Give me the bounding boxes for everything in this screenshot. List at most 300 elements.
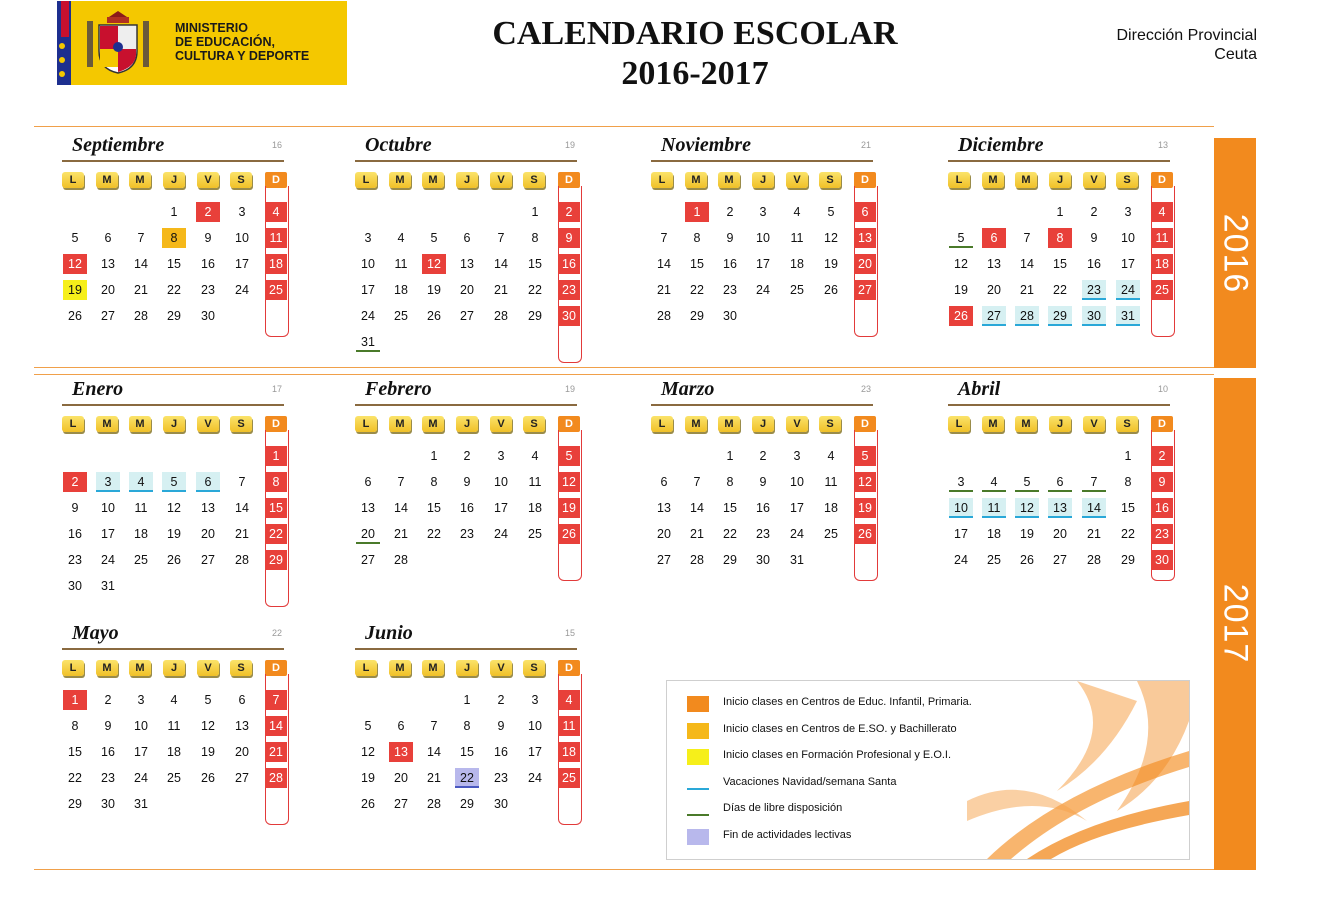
calendar-day: 4 [558, 690, 580, 710]
weekday-header: J [456, 416, 478, 432]
calendar-day: 10 [101, 501, 115, 515]
calendar-day: 4 [1151, 202, 1173, 222]
month-underline [948, 160, 1170, 162]
weekday-header: S [523, 660, 545, 676]
calendar-day: 15 [1121, 501, 1135, 515]
weekday-header: J [163, 416, 185, 432]
month-underline [62, 160, 284, 162]
weekday-header: L [355, 172, 377, 188]
ministry-line-1: MINISTERIO [175, 21, 248, 35]
weekday-header: M [129, 660, 151, 676]
calendar-day: 31 [134, 797, 148, 811]
weekday-header: M [685, 416, 707, 432]
calendar-day: 28 [394, 553, 408, 567]
weekday-header: V [197, 660, 219, 676]
calendar-day: 10 [528, 719, 542, 733]
calendar-day: 6 [463, 231, 471, 245]
calendar-day: 1 [430, 449, 438, 463]
year-2017-label: 2017 [1216, 583, 1255, 664]
month-name: Septiembre [72, 134, 165, 156]
calendar-day: 17 [954, 527, 968, 541]
calendar-day: 26 [854, 524, 876, 544]
weekday-header: L [62, 172, 84, 188]
legend-label: Días de libre disposición [723, 802, 843, 814]
weekday-header: J [456, 660, 478, 676]
calendar-day: 13 [1048, 498, 1072, 518]
weekday-header: M [718, 172, 740, 188]
calendar-day: 20 [235, 745, 249, 759]
calendar-day: 16 [558, 254, 580, 274]
calendar-day: 12 [361, 745, 375, 759]
legend-swatch [687, 776, 709, 790]
calendar-day: 21 [427, 771, 441, 785]
weekday-header: M [129, 416, 151, 432]
calendar-day: 7 [693, 475, 701, 489]
school-days-count: 17 [272, 384, 283, 394]
calendar-day: 7 [430, 719, 438, 733]
calendar-day: 16 [1087, 257, 1101, 271]
weekday-header: D [854, 416, 876, 432]
calendar-day: 24 [235, 283, 249, 297]
calendar-day: 10 [949, 498, 973, 518]
weekday-header: S [1116, 416, 1138, 432]
weekday-header: L [355, 660, 377, 676]
calendar-day: 21 [134, 283, 148, 297]
calendar-day: 10 [756, 231, 770, 245]
calendar-day: 16 [68, 527, 82, 541]
calendar-day: 3 [793, 449, 801, 463]
calendar-day: 20 [356, 524, 380, 544]
calendar-day: 18 [558, 742, 580, 762]
calendar-day: 17 [134, 745, 148, 759]
calendar-day: 9 [759, 475, 767, 489]
calendar-day: 3 [96, 472, 120, 492]
calendar-day: 28 [1087, 553, 1101, 567]
calendar-day: 13 [235, 719, 249, 733]
calendar-day: 28 [657, 309, 671, 323]
calendar-day: 4 [397, 231, 405, 245]
calendar-day: 25 [824, 527, 838, 541]
month-2 [651, 134, 881, 370]
calendar-day: 29 [460, 797, 474, 811]
calendar-day: 6 [982, 228, 1006, 248]
weekday-header: M [422, 172, 444, 188]
weekday-header: M [1015, 416, 1037, 432]
weekday-header: S [1116, 172, 1138, 188]
calendar-day: 18 [394, 283, 408, 297]
month-1 [355, 134, 585, 370]
month-underline [355, 404, 577, 406]
calendar-day: 6 [196, 472, 220, 492]
month-underline [651, 160, 873, 162]
weekday-header: V [786, 172, 808, 188]
calendar-day: 7 [397, 475, 405, 489]
calendar-day: 27 [394, 797, 408, 811]
calendar-day: 28 [265, 768, 287, 788]
calendar-day: 8 [71, 719, 79, 733]
calendar-day: 22 [723, 527, 737, 541]
calendar-day: 20 [987, 283, 1001, 297]
month-underline [651, 404, 873, 406]
calendar-day: 14 [657, 257, 671, 271]
school-days-count: 19 [565, 384, 576, 394]
calendar-day: 2 [726, 205, 734, 219]
calendar-day: 25 [558, 768, 580, 788]
calendar-day: 24 [756, 283, 770, 297]
weekday-header: D [265, 172, 287, 188]
month-name: Noviembre [661, 134, 751, 156]
month-3 [948, 134, 1178, 370]
calendar-day: 1 [265, 446, 287, 466]
weekday-header: S [230, 172, 252, 188]
calendar-day: 18 [134, 527, 148, 541]
calendar-day: 13 [389, 742, 413, 762]
calendar-day: 23 [1151, 524, 1173, 544]
calendar-day: 25 [134, 553, 148, 567]
weekday-header: M [718, 416, 740, 432]
weekday-header: J [163, 172, 185, 188]
calendar-day: 26 [167, 553, 181, 567]
calendar-day: 13 [361, 501, 375, 515]
calendar-day: 23 [494, 771, 508, 785]
calendar-day: 3 [137, 693, 145, 707]
calendar-day: 2 [63, 472, 87, 492]
calendar-day: 2 [196, 202, 220, 222]
calendar-day: 19 [1020, 527, 1034, 541]
calendar-day: 9 [463, 475, 471, 489]
calendar-day: 3 [497, 449, 505, 463]
calendar-day: 29 [167, 309, 181, 323]
calendar-day: 16 [494, 745, 508, 759]
weekday-header: D [558, 172, 580, 188]
page-title [430, 14, 960, 94]
calendar-day: 6 [397, 719, 405, 733]
weekday-header: L [62, 416, 84, 432]
calendar-day: 14 [494, 257, 508, 271]
calendar-day: 29 [690, 309, 704, 323]
weekday-header: M [389, 660, 411, 676]
eu-flag [57, 1, 71, 85]
calendar-day: 28 [1015, 306, 1039, 326]
calendar-day: 22 [1053, 283, 1067, 297]
calendar-day: 12 [854, 472, 876, 492]
calendar-day: 23 [201, 283, 215, 297]
weekday-header: D [558, 416, 580, 432]
calendar-day: 14 [690, 501, 704, 515]
calendar-day: 23 [68, 553, 82, 567]
calendar-day: 13 [854, 228, 876, 248]
weekday-header: M [422, 660, 444, 676]
weekday-header: M [982, 172, 1004, 188]
calendar-day: 22 [455, 768, 479, 788]
calendar-day: 15 [167, 257, 181, 271]
calendar-day: 21 [265, 742, 287, 762]
calendar-day: 25 [987, 553, 1001, 567]
weekday-header: S [230, 660, 252, 676]
month-4 [62, 378, 292, 614]
calendar-day: 24 [954, 553, 968, 567]
calendar-day: 9 [204, 231, 212, 245]
calendar-day: 1 [1056, 205, 1064, 219]
calendar-day: 7 [1023, 231, 1031, 245]
calendar-day: 22 [167, 283, 181, 297]
weekday-header: V [490, 660, 512, 676]
calendar-day: 4 [129, 472, 153, 492]
calendar-day: 20 [101, 283, 115, 297]
school-days-count: 15 [565, 628, 576, 638]
weekday-header: M [422, 416, 444, 432]
calendar-day: 31 [356, 332, 380, 352]
legend-swatch [687, 829, 709, 845]
calendar-day: 7 [497, 231, 505, 245]
calendar-day: 24 [1116, 280, 1140, 300]
calendar-day: 5 [430, 231, 438, 245]
calendar-day: 5 [827, 205, 835, 219]
calendar-day: 17 [101, 527, 115, 541]
calendar-day: 16 [723, 257, 737, 271]
calendar-day: 13 [657, 501, 671, 515]
school-days-count: 16 [272, 140, 283, 150]
calendar-day: 24 [528, 771, 542, 785]
calendar-day: 15 [528, 257, 542, 271]
calendar-day: 18 [824, 501, 838, 515]
calendar-day: 29 [1121, 553, 1135, 567]
direccion-provincial [1117, 26, 1258, 64]
calendar-day: 17 [528, 745, 542, 759]
calendar-day: 28 [427, 797, 441, 811]
weekday-header: D [1151, 172, 1173, 188]
legend [666, 680, 1190, 860]
month-name: Febrero [365, 378, 432, 400]
calendar-day: 23 [558, 280, 580, 300]
weekday-header: L [651, 416, 673, 432]
calendar-day: 29 [528, 309, 542, 323]
calendar-day: 8 [693, 231, 701, 245]
month-5 [355, 378, 585, 614]
weekday-header: S [523, 172, 545, 188]
calendar-day: 17 [235, 257, 249, 271]
calendar-day: 18 [987, 527, 1001, 541]
calendar-day: 17 [1121, 257, 1135, 271]
calendar-day: 6 [238, 693, 246, 707]
month-0 [62, 134, 292, 370]
calendar-day: 9 [104, 719, 112, 733]
calendar-day: 5 [558, 446, 580, 466]
month-underline [355, 160, 577, 162]
calendar-day: 25 [394, 309, 408, 323]
calendar-day: 7 [265, 690, 287, 710]
legend-label: Inicio clases en Formación Profesional y E.O.I. [723, 749, 952, 761]
weekday-header: D [558, 660, 580, 676]
calendar-day: 21 [1020, 283, 1034, 297]
calendar-day: 5 [71, 231, 79, 245]
month-underline [355, 648, 577, 650]
year-2016-label: 2016 [1216, 213, 1255, 294]
calendar-day: 24 [361, 309, 375, 323]
school-days-count: 23 [861, 384, 872, 394]
calendar-day: 5 [949, 228, 973, 248]
calendar-day: 30 [68, 579, 82, 593]
calendar-day: 2 [104, 693, 112, 707]
calendar-day: 3 [949, 472, 973, 492]
weekday-header: L [355, 416, 377, 432]
calendar-day: 25 [790, 283, 804, 297]
calendar-day: 15 [265, 498, 287, 518]
weekday-header: S [523, 416, 545, 432]
calendar-day: 12 [422, 254, 446, 274]
calendar-day: 26 [558, 524, 580, 544]
calendar-day: 22 [690, 283, 704, 297]
calendar-day: 12 [201, 719, 215, 733]
calendar-day: 30 [1151, 550, 1173, 570]
calendar-day: 18 [167, 745, 181, 759]
calendar-day: 28 [690, 553, 704, 567]
calendar-day: 19 [954, 283, 968, 297]
calendar-day: 23 [1082, 280, 1106, 300]
calendar-day: 21 [1087, 527, 1101, 541]
calendar-day: 12 [824, 231, 838, 245]
month-8 [62, 622, 292, 858]
weekday-header: S [819, 416, 841, 432]
calendar-day: 3 [1124, 205, 1132, 219]
calendar-day: 15 [68, 745, 82, 759]
calendar-day: 2 [497, 693, 505, 707]
calendar-day: 27 [854, 280, 876, 300]
weekday-header: V [197, 172, 219, 188]
calendar-day: 22 [68, 771, 82, 785]
calendar-day: 1 [726, 449, 734, 463]
calendar-day: 4 [170, 693, 178, 707]
calendar-day: 13 [201, 501, 215, 515]
calendar-day: 22 [528, 283, 542, 297]
weekday-header: L [948, 416, 970, 432]
weekday-header: M [389, 416, 411, 432]
calendar-day: 26 [1020, 553, 1034, 567]
weekday-header: M [1015, 172, 1037, 188]
weekday-header: M [685, 172, 707, 188]
calendar-day: 3 [238, 205, 246, 219]
weekday-header: J [752, 416, 774, 432]
calendar-day: 29 [68, 797, 82, 811]
weekday-header: V [490, 172, 512, 188]
calendar-day: 30 [101, 797, 115, 811]
calendar-day: 10 [235, 231, 249, 245]
legend-swatch [687, 723, 709, 739]
direccion-line-1: Dirección Provincial [1116, 27, 1257, 44]
calendar-day: 9 [1151, 472, 1173, 492]
calendar-day: 10 [1121, 231, 1135, 245]
calendar-day: 27 [235, 771, 249, 785]
calendar-day: 29 [1048, 306, 1072, 326]
month-name: Marzo [661, 378, 715, 400]
weekday-header: L [948, 172, 970, 188]
legend-swatch [687, 696, 709, 712]
weekday-header: D [265, 416, 287, 432]
weekday-header: M [389, 172, 411, 188]
weekday-header: M [982, 416, 1004, 432]
calendar-day: 20 [1053, 527, 1067, 541]
calendar-day: 12 [954, 257, 968, 271]
calendar-day: 1 [463, 693, 471, 707]
calendar-day: 19 [427, 283, 441, 297]
school-days-count: 19 [565, 140, 576, 150]
calendar-day: 8 [1124, 475, 1132, 489]
calendar-day: 19 [63, 280, 87, 300]
calendar-day: 24 [790, 527, 804, 541]
calendar-day: 27 [1053, 553, 1067, 567]
calendar-day: 26 [824, 283, 838, 297]
weekday-header: J [456, 172, 478, 188]
calendar-day: 8 [265, 472, 287, 492]
calendar-day: 14 [235, 501, 249, 515]
calendar-day: 20 [854, 254, 876, 274]
calendar-day: 17 [494, 501, 508, 515]
calendar-day: 19 [201, 745, 215, 759]
legend-label: Fin de actividades lectivas [723, 828, 852, 841]
legend-label: Vacaciones Navidad/semana Santa [723, 775, 897, 788]
title-line-1: CALENDARIO ESCOLAR [492, 15, 898, 52]
month-name: Junio [365, 622, 413, 644]
calendar-day: 30 [1082, 306, 1106, 326]
calendar-day: 4 [827, 449, 835, 463]
calendar-day: 11 [824, 475, 838, 489]
legend-swatch [687, 802, 709, 816]
calendar-day: 14 [427, 745, 441, 759]
legend-label: Inicio clases en Centros de Educ. Infantil, Primaria. [723, 696, 972, 708]
calendar-day: 2 [1151, 446, 1173, 466]
calendar-day: 6 [854, 202, 876, 222]
calendar-day: 15 [690, 257, 704, 271]
weekday-header: S [230, 416, 252, 432]
weekday-header: D [1151, 416, 1173, 432]
calendar-day: 17 [361, 283, 375, 297]
calendar-day: 2 [1090, 205, 1098, 219]
calendar-day: 20 [394, 771, 408, 785]
calendar-day: 16 [101, 745, 115, 759]
calendar-day: 28 [235, 553, 249, 567]
calendar-day: 19 [167, 527, 181, 541]
calendar-day: 1 [1124, 449, 1132, 463]
calendar-day: 3 [759, 205, 767, 219]
calendar-day: 16 [460, 501, 474, 515]
calendar-day: 11 [982, 498, 1006, 518]
calendar-day: 29 [265, 550, 287, 570]
calendar-day: 27 [101, 309, 115, 323]
calendar-day: 8 [1048, 228, 1072, 248]
calendar-day: 11 [1151, 228, 1173, 248]
calendar-day: 14 [134, 257, 148, 271]
weekday-header: V [1083, 416, 1105, 432]
calendar-day: 7 [660, 231, 668, 245]
calendar-day: 11 [558, 716, 580, 736]
calendar-day: 5 [162, 472, 186, 492]
calendar-day: 5 [1015, 472, 1039, 492]
direccion-line-2: Ceuta [1214, 46, 1257, 63]
calendar-day: 20 [657, 527, 671, 541]
calendar-day: 26 [361, 797, 375, 811]
calendar-day: 6 [364, 475, 372, 489]
weekday-header: M [96, 172, 118, 188]
calendar-day: 11 [790, 231, 804, 245]
calendar-day: 24 [134, 771, 148, 785]
school-days-count: 21 [861, 140, 872, 150]
calendar-day: 20 [460, 283, 474, 297]
calendar-day: 27 [201, 553, 215, 567]
month-underline [948, 404, 1170, 406]
weekday-header: D [854, 172, 876, 188]
calendar-day: 21 [494, 283, 508, 297]
month-name: Diciembre [958, 134, 1044, 156]
